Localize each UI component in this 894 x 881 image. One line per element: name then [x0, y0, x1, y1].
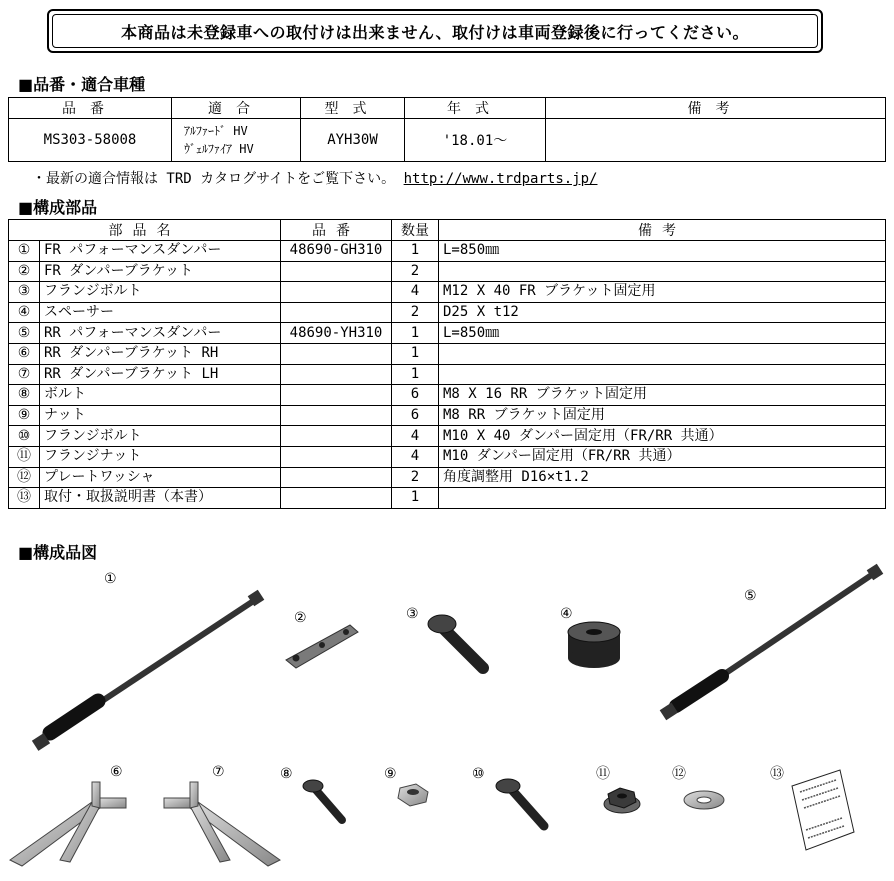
- parts-row: [9, 323, 886, 344]
- part-number: [281, 343, 392, 364]
- part-number: [281, 385, 392, 406]
- part-index: ⑩: [9, 426, 40, 447]
- part-index: ③: [9, 282, 40, 303]
- label-7: ⑦: [212, 764, 225, 780]
- fitment-models: [172, 119, 301, 162]
- header-part-name: 部品名: [9, 220, 281, 241]
- header-part-no: 品番: [9, 98, 172, 119]
- parts-row: [9, 343, 886, 364]
- fitment-type: AYH30W: [301, 119, 405, 162]
- fr-bracket-icon: [286, 625, 358, 668]
- part-number: [281, 405, 392, 426]
- part-name: RR ダンパーブラケット RH: [40, 343, 281, 364]
- part-index: ⑦: [9, 364, 40, 385]
- part-name: スペーサー: [40, 302, 281, 323]
- parts-row: [9, 241, 886, 262]
- fr-damper-icon: [32, 590, 264, 751]
- part-remarks: M8 X 16 RR ブラケット固定用: [439, 385, 886, 406]
- part-number: 48690-YH310: [281, 323, 392, 344]
- part-index: ⑥: [9, 343, 40, 364]
- part-qty: 6: [392, 385, 439, 406]
- part-index: ⑫: [9, 467, 40, 488]
- flange-bolt-m12-icon: [428, 615, 483, 668]
- nut-m8-icon: [398, 784, 428, 806]
- label-10: ⑩: [472, 766, 485, 782]
- part-index: ⑪: [9, 446, 40, 467]
- part-remarks: [439, 364, 886, 385]
- part-index: ②: [9, 261, 40, 282]
- part-remarks: M10 ダンパー固定用（FR/RR 共通）: [439, 446, 886, 467]
- fitment-section-title: ■品番・適合車種: [18, 75, 146, 94]
- bolt-m8-icon: [303, 780, 342, 820]
- part-qty: 1: [392, 343, 439, 364]
- part-qty: 4: [392, 282, 439, 303]
- part-number: [281, 467, 392, 488]
- part-number: [281, 302, 392, 323]
- part-name: RR パフォーマンスダンパー: [40, 323, 281, 344]
- part-qty: 1: [392, 364, 439, 385]
- part-name: ボルト: [40, 385, 281, 406]
- part-remarks: L=850㎜: [439, 323, 886, 344]
- part-qty: 6: [392, 405, 439, 426]
- part-name: フランジボルト: [40, 426, 281, 447]
- part-number: [281, 364, 392, 385]
- part-number: [281, 261, 392, 282]
- part-index: ①: [9, 241, 40, 262]
- header-part-number: 品番: [281, 220, 392, 241]
- fitment-row: [9, 119, 886, 162]
- part-qty: 2: [392, 261, 439, 282]
- parts-row: [9, 261, 886, 282]
- part-name: FR パフォーマンスダンパー: [40, 241, 281, 262]
- part-number: 48690-GH310: [281, 241, 392, 262]
- instruction-manual-icon: [792, 770, 854, 850]
- header-fitment: 適合: [172, 98, 301, 119]
- part-remarks: M8 RR ブラケット固定用: [439, 405, 886, 426]
- parts-row: [9, 282, 886, 303]
- label-1: ①: [104, 571, 117, 587]
- label-11: ⑪: [596, 766, 610, 782]
- part-name: 取付・取扱説明書（本書）: [40, 488, 281, 509]
- header-qty: 数量: [392, 220, 439, 241]
- label-2: ②: [294, 610, 307, 626]
- fitment-year: '18.01～: [405, 119, 546, 162]
- label-9: ⑨: [384, 766, 397, 782]
- part-remarks: M10 X 40 ダンパー固定用（FR/RR 共通）: [439, 426, 886, 447]
- model-alphard: ｱﾙﾌｧｰﾄﾞ HV: [184, 124, 248, 138]
- warning-banner-text: 本商品は未登録車への取付けは出来ません、取付けは車両登録後に行ってください。: [52, 14, 818, 48]
- plate-washer-icon: [684, 791, 724, 809]
- part-name: フランジボルト: [40, 282, 281, 303]
- parts-row: [9, 405, 886, 426]
- fitment-remarks: [546, 119, 886, 162]
- part-index: ⑨: [9, 405, 40, 426]
- part-index: ⑤: [9, 323, 40, 344]
- parts-row: [9, 385, 886, 406]
- part-remarks: [439, 343, 886, 364]
- warning-banner: [47, 9, 823, 53]
- model-vellfire: ｳﾞｪﾙﾌｧｲｱ HV: [184, 142, 254, 156]
- diagram-section-title: ■構成品図: [18, 543, 98, 562]
- rr-bracket-lh-icon: [164, 782, 280, 866]
- part-qty: 4: [392, 446, 439, 467]
- part-name: ナット: [40, 405, 281, 426]
- header-type: 型式: [301, 98, 405, 119]
- fitment-part-no: MS303-58008: [9, 119, 172, 162]
- part-qty: 1: [392, 241, 439, 262]
- parts-row: [9, 446, 886, 467]
- header-year: 年式: [405, 98, 546, 119]
- catalog-link[interactable]: http://www.trdparts.jp/: [403, 171, 598, 187]
- parts-row: [9, 302, 886, 323]
- part-remarks: [439, 261, 886, 282]
- part-number: [281, 446, 392, 467]
- part-name: フランジナット: [40, 446, 281, 467]
- label-8: ⑧: [280, 766, 293, 782]
- part-remarks: L=850㎜: [439, 241, 886, 262]
- part-qty: 1: [392, 488, 439, 509]
- part-number: [281, 426, 392, 447]
- fitment-table: [8, 97, 886, 162]
- parts-row: [9, 364, 886, 385]
- part-remarks: 角度調整用 D16×t1.2: [439, 467, 886, 488]
- parts-body: [9, 241, 886, 509]
- parts-row: [9, 488, 886, 509]
- part-index: ⑧: [9, 385, 40, 406]
- flange-bolt-m10-icon: [496, 779, 544, 826]
- rr-damper-icon: [660, 564, 884, 721]
- parts-row: [9, 467, 886, 488]
- label-12: ⑫: [672, 766, 686, 782]
- part-qty: 1: [392, 323, 439, 344]
- label-4: ④: [560, 606, 573, 622]
- parts-diagram: [0, 560, 894, 881]
- rr-bracket-rh-icon: [10, 782, 126, 866]
- part-name: RR ダンパーブラケット LH: [40, 364, 281, 385]
- part-index: ⑬: [9, 488, 40, 509]
- part-number: [281, 488, 392, 509]
- fitment-header-row: [9, 98, 886, 119]
- header-parts-remarks: 備考: [439, 220, 886, 241]
- parts-table: [8, 219, 886, 509]
- part-name: FR ダンパーブラケット: [40, 261, 281, 282]
- flange-nut-icon: [604, 788, 640, 813]
- label-3: ③: [406, 606, 419, 622]
- label-13: ⑬: [770, 766, 784, 782]
- part-name: プレートワッシャ: [40, 467, 281, 488]
- part-qty: 4: [392, 426, 439, 447]
- label-6: ⑥: [110, 764, 123, 780]
- catalog-note-text: ・最新の適合情報は TRD カタログサイトをご覧下さい。: [32, 171, 396, 187]
- part-qty: 2: [392, 467, 439, 488]
- part-index: ④: [9, 302, 40, 323]
- parts-section-title: ■構成部品: [18, 198, 98, 217]
- spacer-icon: [568, 622, 620, 668]
- part-remarks: [439, 488, 886, 509]
- part-remarks: D25 X t12: [439, 302, 886, 323]
- parts-row: [9, 426, 886, 447]
- parts-header-row: [9, 220, 886, 241]
- part-number: [281, 282, 392, 303]
- label-5: ⑤: [744, 588, 757, 604]
- part-qty: 2: [392, 302, 439, 323]
- catalog-note: [32, 168, 597, 188]
- header-remarks: 備考: [546, 98, 886, 119]
- part-remarks: M12 X 40 FR ブラケット固定用: [439, 282, 886, 303]
